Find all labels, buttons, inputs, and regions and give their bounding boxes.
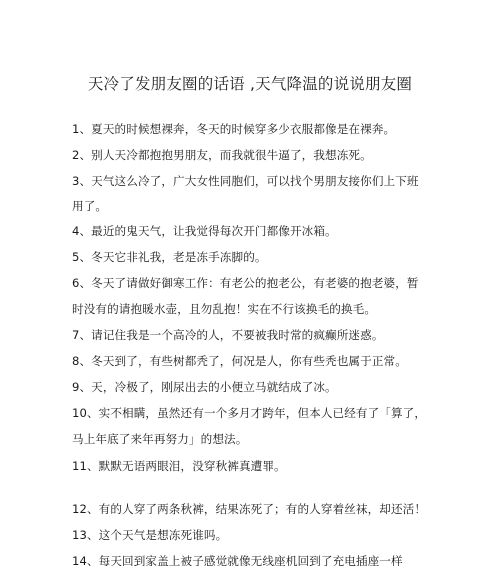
list-item: 5、冬天它非礼我，老是冻手冻脚的。 [72,250,267,264]
page-title: 天冷了发朋友圈的话语 ,天气降温的说说朋友圈 [87,75,413,93]
list-item: 14、每天回到家盖上被子感觉就像无线座机回到了充电插座一样 [72,554,403,566]
list-item: 13、这个天气是想冻死谁吗。 [72,528,228,542]
list-item: 12、有的人穿了两条秋裤，结果冻死了；有的人穿着丝袜，却还活！ [72,502,427,516]
list-item: 1、夏天的时候想裸奔，冬天的时候穿多少衣服都像是在裸奔。 [72,122,396,136]
list-item: 11、默默无语两眼泪，没穿秋裤真遭罪。 [72,459,286,473]
list-item: 9、天，冷极了，刚尿出去的小便立马就结成了冰。 [72,380,337,394]
list-item: 4、最近的鬼天气，让我觉得每次开门都像开冰箱。 [72,224,337,238]
list-item: 6、冬天了请做好御寒工作：有老公的抱老公，有老婆的抱老婆，暂 [72,276,419,290]
list-item: 8、冬天到了，有些树都秃了，何况是人，你有些秃也属于正常。 [72,354,407,368]
list-item-continuation: 马上年底了来年再努力」的想法。 [72,432,248,446]
list-item: 2、别人天冷都抱抱男朋友，而我就很牛逼了，我想冻死。 [72,148,372,162]
list-item: 10、实不相瞒，虽然还有一个多月才跨年，但本人已经有了「算了， [72,406,427,420]
list-item: 7、请记住我是一个高冷的人，不要被我时常的疯癫所迷惑。 [72,328,384,342]
list-item-continuation: 时没有的请抱暖水壶，且勿乱抱！实在不行该换毛的换毛。 [72,302,377,316]
list-item: 3、天气这么冷了，广大女性同胞们，可以找个男朋友接你们上下班 [72,174,419,188]
list-item-continuation: 用了。 [72,199,108,213]
